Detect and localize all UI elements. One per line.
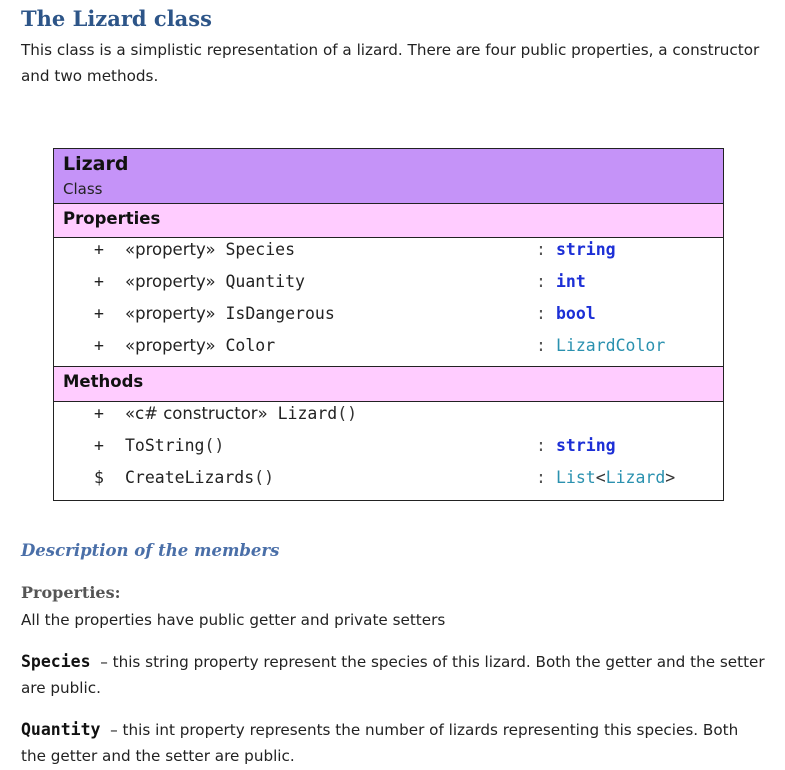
method-parens: (): [337, 404, 358, 423]
visibility-marker: +: [94, 336, 104, 355]
member-description-species: [21, 649, 766, 701]
visibility-marker: $: [94, 468, 104, 487]
visibility-marker: +: [94, 240, 104, 259]
uml-property-row: [54, 270, 723, 302]
uml-methods-header: Methods: [54, 366, 723, 402]
visibility-marker: +: [94, 304, 104, 323]
type-colon: :: [536, 304, 546, 323]
property-name: IsDangerous: [225, 304, 335, 323]
generic-open: <: [595, 468, 606, 487]
uml-class-diagram: [53, 148, 724, 501]
intro-paragraph: This class is a simplistic representation of a lizard. There are four public properties, a constructor and two methods.: [21, 41, 760, 85]
visibility-marker: +: [94, 272, 104, 291]
uml-method-row: [54, 402, 723, 434]
method-member: [125, 468, 274, 487]
member-text: – this string property represent the species of this lizard. Both the getter and the setter are public.: [21, 653, 765, 697]
generic-close: >: [665, 468, 676, 487]
stereotype: «property»: [125, 240, 216, 259]
visibility-marker: +: [94, 436, 104, 455]
page-title: The Lizard class: [21, 6, 212, 31]
uml-properties-header: Properties: [54, 204, 723, 238]
method-return-type: [556, 468, 675, 487]
uml-property-row: [54, 334, 723, 366]
uml-property-row: [54, 238, 723, 270]
uml-class-kind: Class: [63, 180, 103, 198]
type-colon: :: [536, 336, 546, 355]
member-term: Quantity: [21, 720, 101, 739]
stereotype: «property»: [125, 336, 216, 355]
method-return-type: string: [556, 436, 616, 455]
uml-method-row: [54, 434, 723, 466]
property-member: [125, 272, 305, 291]
member-term: Species: [21, 652, 91, 671]
uml-properties-list: [54, 238, 723, 366]
stereotype: «c# constructor»: [125, 404, 268, 423]
method-parens: (): [204, 436, 225, 455]
property-name: Color: [225, 336, 276, 355]
property-type: string: [556, 240, 616, 259]
method-name: Lizard: [277, 404, 338, 423]
member-description-quantity: [21, 717, 766, 769]
uml-methods-list: [54, 402, 723, 500]
type-colon: :: [536, 468, 546, 487]
type-colon: :: [536, 272, 546, 291]
return-type-base: List: [556, 468, 596, 487]
method-member: [125, 436, 224, 455]
stereotype: «property»: [125, 304, 216, 323]
property-type: int: [556, 272, 586, 291]
method-parens: (): [254, 468, 275, 487]
property-name: Species: [225, 240, 296, 259]
method-name: ToString: [125, 436, 205, 455]
property-member: [125, 336, 275, 355]
uml-method-row: [54, 466, 723, 498]
uml-class-name: Lizard: [63, 153, 129, 175]
property-type: bool: [556, 304, 596, 323]
properties-subheading: Properties:: [21, 583, 121, 602]
property-member: [125, 304, 335, 323]
members-description-heading: Description of the members: [21, 541, 280, 560]
type-colon: :: [536, 436, 546, 455]
return-type-arg: Lizard: [605, 468, 666, 487]
property-name: Quantity: [225, 272, 305, 291]
properties-intro: All the properties have public getter and private setters: [21, 611, 446, 629]
uml-class-header: [54, 149, 723, 204]
stereotype: «property»: [125, 272, 216, 291]
property-type: LizardColor: [556, 336, 666, 355]
method-name: CreateLizards: [125, 468, 255, 487]
visibility-marker: +: [94, 404, 104, 423]
property-member: [125, 240, 295, 259]
type-colon: :: [536, 240, 546, 259]
method-member: [125, 404, 357, 423]
member-text: – this int property represents the number of lizards representing this species. Both the getter and the setter are public.: [21, 721, 739, 765]
uml-property-row: [54, 302, 723, 334]
